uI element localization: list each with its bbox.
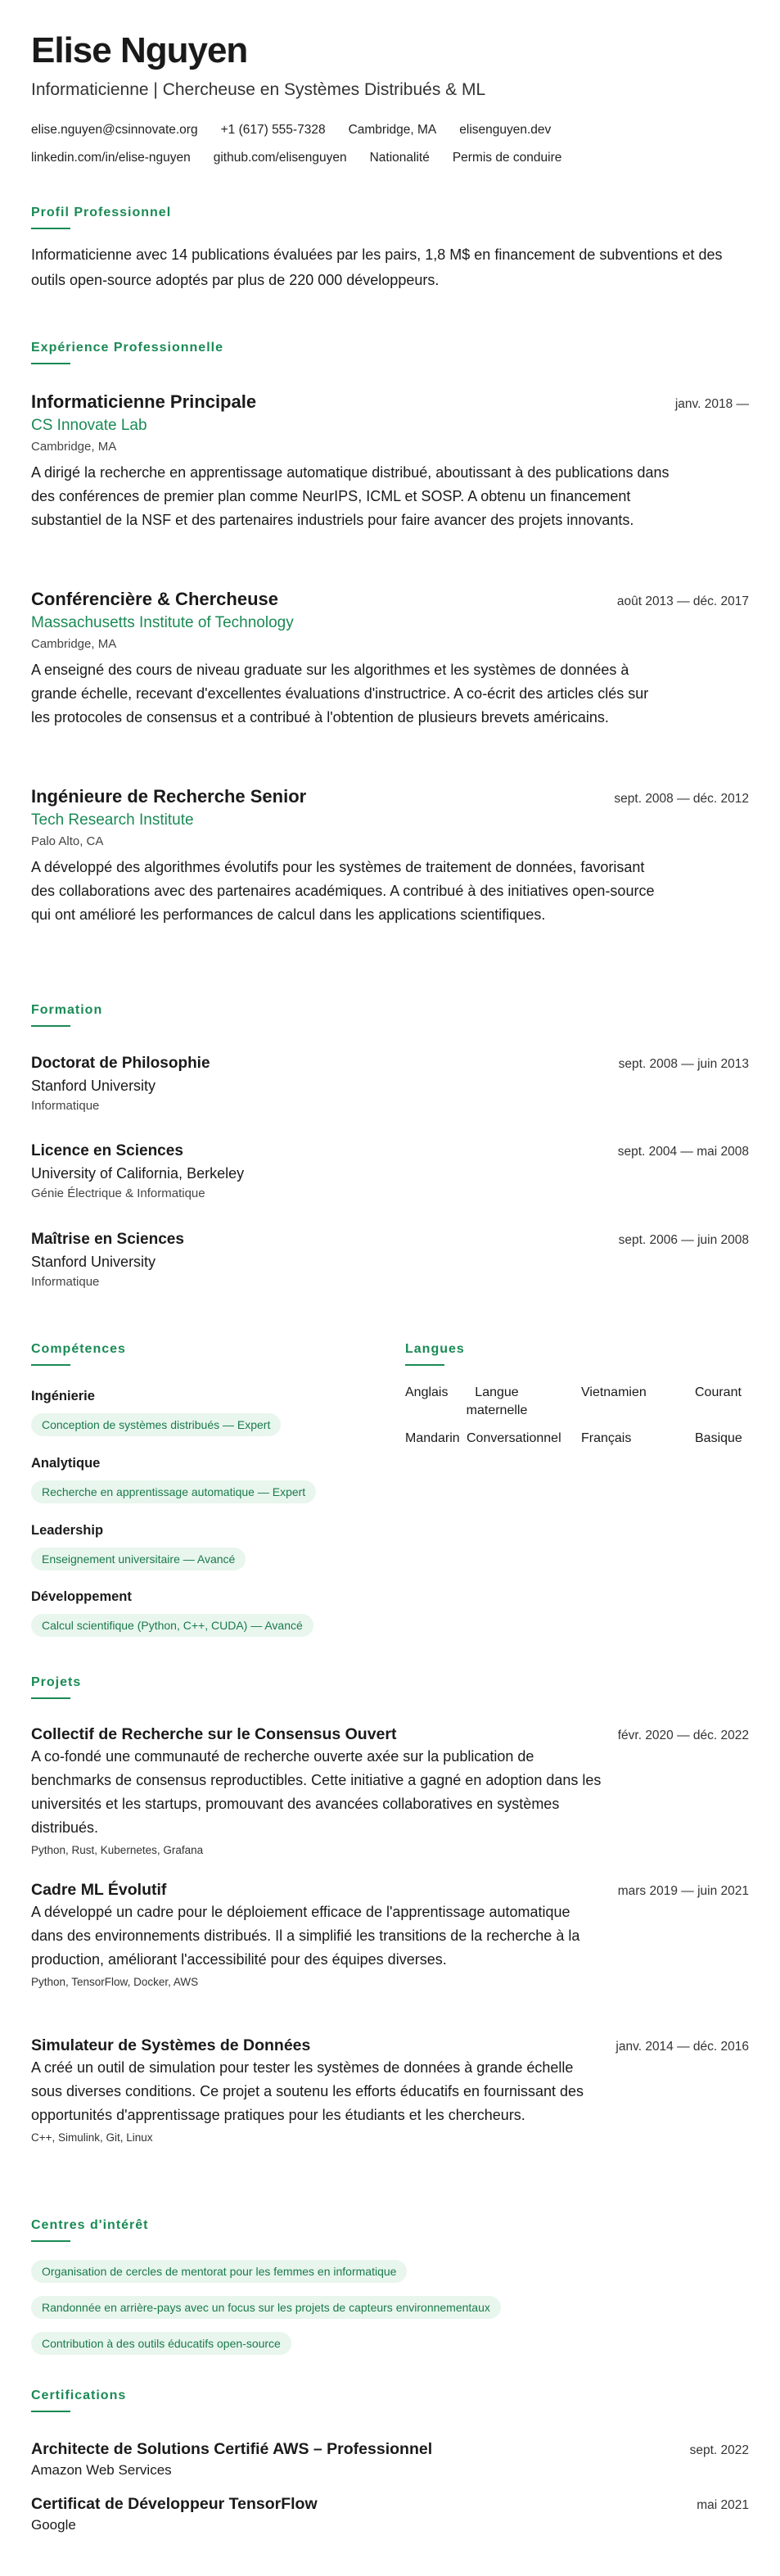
job-location: Cambridge, MA [31,637,117,651]
job-description: A enseigné des cours de niveau graduate sur les algorithmes et les systèmes de données à grande échelle, recevant d'excellentes évaluations d'instructrice. A co-écrit des articles clés sur les protocoles de consensus et a contribué à l'obtention de plusieurs brevets américains. [31,662,649,725]
job-date: sept. 2008 — déc. 2012 [614,792,749,806]
section-title-skills: Compétences [31,1342,126,1356]
certification-title: Certificat de Développeur TensorFlow [31,2495,318,2513]
contact-info [31,116,749,172]
profile-section [31,205,749,293]
language-level: Langue maternelle [466,1385,528,1417]
skill-group [31,1387,375,1436]
skill-chip: Conception de systèmes distribués — Expert [31,1413,281,1436]
website-link[interactable]: elisenguyen.dev [459,123,552,137]
contact-row-2 [31,144,749,172]
skill-chip: Calcul scientifique (Python, C++, CUDA) — Avancé [31,1614,313,1637]
field-of-study: Génie Électrique & Informatique [31,1186,205,1200]
job-entry [31,785,749,927]
degree-date: sept. 2008 — juin 2013 [618,1057,749,1071]
job-date: août 2013 — déc. 2017 [616,594,749,608]
contact-row-1 [31,116,749,144]
certification-entry [31,2438,749,2481]
certification-issuer: Amazon Web Services [31,2462,172,2478]
section-divider [31,228,70,229]
degree-title: Maîtrise en Sciences [31,1231,184,1248]
school-name: Stanford University [31,1078,156,1094]
project-technologies: Python, Rust, Kubernetes, Grafana [31,1844,204,1856]
section-divider [31,1697,70,1699]
language-level: Conversationnel [467,1431,561,1445]
section-divider [31,2411,70,2412]
job-entry [31,588,749,730]
project-technologies: Python, TensorFlow, Docker, AWS [31,1976,199,1988]
project-date: févr. 2020 — déc. 2022 [617,1729,749,1742]
degree-date: sept. 2004 — mai 2008 [617,1145,749,1159]
section-title-projects: Projets [31,1675,82,1689]
section-divider [31,2240,70,2242]
job-entry [31,391,749,532]
education-entry [31,1229,749,1291]
project-description: A développé un cadre pour le déploiement efficace de l'apprentissage automatique dans des environnements distribués. Il a simplifié les transitions de la recherche à la production, améliorant l'accessibilité pour des équipes diverses. [31,1904,580,1968]
location: Cambridge, MA [348,123,437,137]
language-row [405,1430,749,1476]
project-date: janv. 2014 — déc. 2016 [615,2040,749,2054]
section-divider [31,1364,70,1366]
school-name: University of California, Berkeley [31,1165,245,1182]
language-name: Mandarin [405,1431,460,1445]
school-name: Stanford University [31,1254,156,1270]
skill-group [31,1588,375,1637]
job-location: Palo Alto, CA [31,834,104,848]
degree-date: sept. 2006 — juin 2008 [618,1233,749,1247]
profile-summary: Informaticienne avec 14 publications évaluées par les pairs, 1,8 M$ en financement de subventions et des outils open-source adoptés par plus de 220 000 développeurs. [31,246,723,288]
skill-category: Développement [31,1589,132,1604]
education-entry [31,1141,749,1203]
interests-list [31,2260,749,2355]
candidate-name: Elise Nguyen [31,30,248,70]
languages-table [405,1384,749,1476]
field-of-study: Informatique [31,1099,100,1113]
interest-chip: Contribution à des outils éducatifs open-source [31,2332,291,2355]
linkedin-link[interactable]: linkedin.com/in/elise-nguyen [31,151,191,165]
interest-chip: Randonnée en arrière-pays avec un focus sur les projets de capteurs environnementaux [31,2296,501,2319]
job-company: Tech Research Institute [31,811,194,829]
github-link[interactable]: github.com/elisenguyen [213,151,347,165]
section-title-experience: Expérience Professionnelle [31,341,223,355]
language-name: Anglais [405,1385,449,1399]
project-description: A créé un outil de simulation pour tester les systèmes de données à grande échelle sous diverses conditions. Ce projet a soutenu les efforts éducatifs en fournissant des opportunités d'apprentissage pratiques pour les étudiants et les chercheurs. [31,2059,584,2123]
skill-group [31,1521,375,1570]
language-level: Basique [695,1431,742,1445]
project-entry [31,2035,749,2147]
section-divider [31,363,70,364]
section-divider [405,1364,444,1366]
job-title: Conférencière & Chercheuse [31,589,278,609]
language-name: Vietnamien [581,1385,647,1399]
skills-section [31,1341,391,1636]
job-description: A développé des algorithmes évolutifs pour les systèmes de traitement de données, favorisant des collaborations avec des partenaires académiques. A contribué à des initiatives open-source qui ont amélioré les performances de calcul dans les applications scientifiques. [31,859,655,923]
project-date: mars 2019 — juin 2021 [617,1884,749,1898]
degree-title: Doctorat de Philosophie [31,1055,210,1072]
job-description: A dirigé la recherche en apprentissage automatique distribué, aboutissant à des publications dans des conférences de premier plan comme NeurIPS, ICML et SOSP. A obtenu un financement substantiel de la NSF et des partenaires industriels pour faire avancer des projets innovants. [31,464,670,528]
section-title-certifications: Certifications [31,2388,127,2402]
skill-chip: Recherche en apprentissage automatique — Expert [31,1480,316,1503]
section-title-interests: Centres d'intérêt [31,2218,149,2232]
certification-date: mai 2021 [697,2498,749,2512]
project-title: Cadre ML Évolutif [31,1881,167,1899]
languages-section [405,1341,749,1505]
skill-category: Leadership [31,1523,104,1538]
project-title: Simulateur de Systèmes de Données [31,2036,311,2054]
job-company: Massachusetts Institute of Technology [31,614,294,631]
certifications-section [31,2388,749,2551]
education-entry [31,1053,749,1115]
certification-title: Architecte de Solutions Certifié AWS – Professionnel [31,2440,433,2458]
section-divider [31,1025,70,1027]
job-title: Informaticienne Principale [31,391,257,412]
job-company: CS Innovate Lab [31,417,147,434]
section-title-languages: Langues [405,1342,465,1356]
language-row [405,1384,749,1430]
section-title-profile: Profil Professionnel [31,206,172,219]
project-description: A co-fondé une communauté de recherche ouverte axée sur la publication de benchmarks de consensus reproductibles. Cette initiative a gagné en adoption dans les universités et les startups, promouvant des avancées collaboratives en systèmes distribués. [31,1748,602,1836]
nationality: Nationalité [369,151,430,165]
skill-category: Analytique [31,1456,101,1471]
email-link[interactable]: elise.nguyen@csinnovate.org [31,123,198,137]
project-entry [31,1724,749,1860]
project-entry [31,1879,749,1991]
job-location: Cambridge, MA [31,440,117,454]
driving-license: Permis de conduire [452,151,562,165]
phone-number: +1 (617) 555-7328 [220,123,326,137]
language-name: Français [581,1431,632,1445]
section-title-education: Formation [31,1003,103,1017]
project-title: Collectif de Recherche sur le Consensus Ouvert [31,1725,397,1743]
field-of-study: Informatique [31,1275,100,1289]
certification-date: sept. 2022 [689,2443,749,2457]
degree-title: Licence en Sciences [31,1142,183,1159]
skill-group [31,1454,375,1503]
project-technologies: C++, Simulink, Git, Linux [31,2131,153,2144]
candidate-tagline: Informaticienne | Chercheuse en Systèmes Distribués & ML [31,80,486,99]
job-date: janv. 2018 — [674,397,749,411]
certification-entry [31,2493,749,2536]
certification-issuer: Google [31,2517,76,2533]
language-level: Courant [695,1385,742,1399]
skill-category: Ingénierie [31,1389,95,1403]
projects-section [31,1674,749,2199]
interests-section [31,2217,749,2368]
interest-chip: Organisation de cercles de mentorat pour les femmes en informatique [31,2260,407,2283]
job-title: Ingénieure de Recherche Senior [31,786,307,807]
skill-chip: Enseignement universitaire — Avancé [31,1548,246,1570]
education-section [31,1002,749,1313]
experience-section [31,340,749,987]
